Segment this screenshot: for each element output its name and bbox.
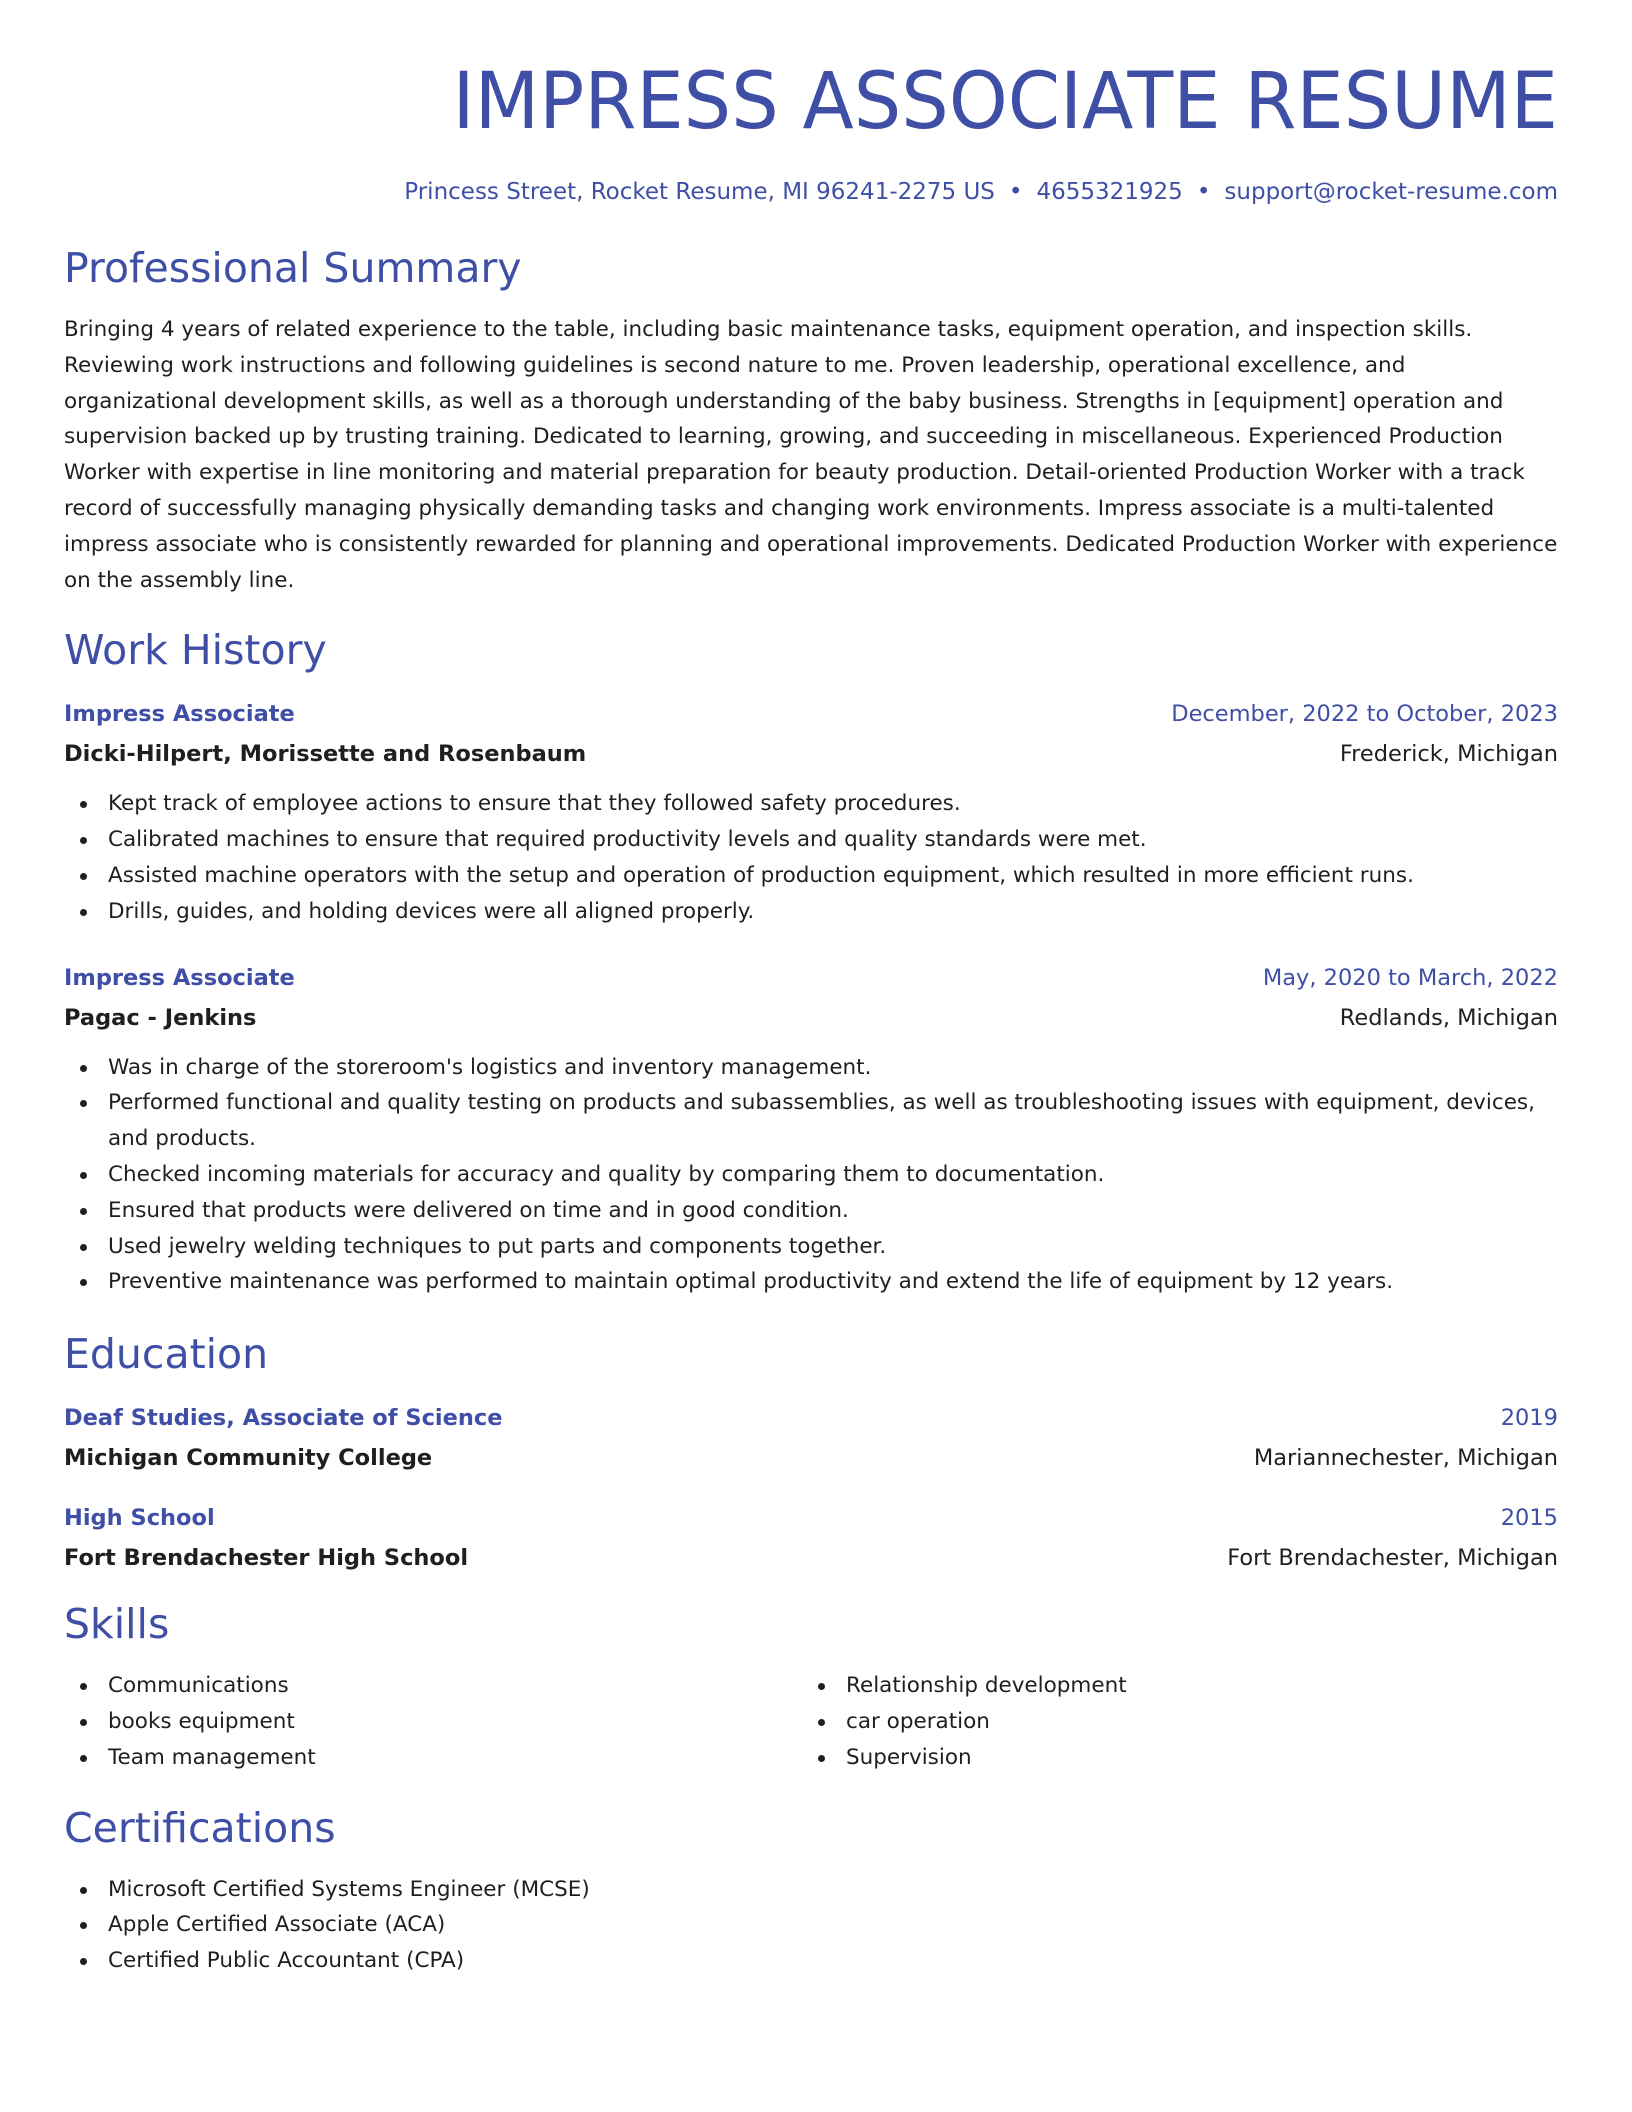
list-item: Team management (64, 1740, 802, 1776)
job-bullets (64, 1050, 1558, 1301)
list-item: Was in charge of the storeroom's logistics and inventory management. (64, 1050, 1558, 1086)
contact-email: support@rocket-resume.com (1224, 179, 1558, 205)
skills-list-left (64, 1668, 802, 1775)
list-item: Kept track of employee actions to ensure that they followed safety procedures. (64, 786, 1558, 822)
list-item: Assisted machine operators with the setup and operation of production equipment, which resulted in more efficient runs. (64, 858, 1558, 894)
education-degree: High School (64, 1505, 215, 1532)
education-degree-row (64, 1398, 1558, 1438)
education-school: Fort Brendachester High School (64, 1545, 469, 1572)
job-location: Redlands, Michigan (1339, 1004, 1558, 1031)
skills-list-right (802, 1668, 1540, 1775)
education-entry (64, 1398, 1558, 1478)
education-heading: Education (64, 1330, 269, 1379)
list-item: Checked incoming materials for accuracy and quality by comparing them to documentation. (64, 1157, 1558, 1193)
job-role: Impress Associate (64, 701, 295, 728)
contact-address: Princess Street, Rocket Resume, MI 96241-2275 US (404, 179, 995, 205)
list-item: Used jewelry welding techniques to put parts and components together. (64, 1229, 1558, 1265)
list-item: Preventive maintenance was performed to maintain optimal productivity and extend the life of equipment by 12 years. (64, 1264, 1558, 1300)
resume-page (64, 48, 1558, 1979)
contact-separator: • (1008, 179, 1023, 205)
contact-separator: • (1196, 179, 1211, 205)
list-item: car operation (802, 1704, 1540, 1740)
education-location: Mariannechester, Michigan (1253, 1445, 1558, 1472)
summary-heading: Professional Summary (64, 244, 522, 292)
skills-heading: Skills (64, 1600, 170, 1649)
job-role-row (64, 694, 1558, 734)
education-school: Michigan Community College (64, 1445, 433, 1472)
job-company-row (64, 734, 1558, 774)
education-location: Fort Brendachester, Michigan (1227, 1545, 1558, 1572)
job-role-row (64, 958, 1558, 998)
education-entry (64, 1498, 1558, 1578)
list-item: Drills, guides, and holding devices were all aligned properly. (64, 894, 1558, 930)
certifications-heading: Certifications (64, 1803, 336, 1852)
list-item: Apple Certified Associate (ACA) (64, 1907, 1558, 1943)
certifications-list (64, 1872, 1558, 1979)
list-item: Relationship development (802, 1668, 1540, 1704)
job-dates: May, 2020 to March, 2022 (1262, 964, 1558, 991)
list-item: books equipment (64, 1704, 802, 1740)
job-company-row (64, 998, 1558, 1038)
education-degree: Deaf Studies, Associate of Science (64, 1405, 503, 1432)
contact-phone: 4655321925 (1036, 179, 1183, 205)
education-school-row (64, 1438, 1558, 1478)
skills-columns (64, 1668, 1558, 1775)
list-item: Ensured that products were delivered on time and in good condition. (64, 1193, 1558, 1229)
list-item: Communications (64, 1668, 802, 1704)
list-item: Certified Public Accountant (CPA) (64, 1943, 1558, 1979)
job-company: Dicki-Hilpert, Morissette and Rosenbaum (64, 741, 587, 768)
education-year: 2019 (1500, 1405, 1558, 1432)
list-item: Calibrated machines to ensure that required productivity levels and quality standards were met. (64, 822, 1558, 858)
job-entry (64, 958, 1558, 1301)
job-entry (64, 694, 1558, 929)
job-role: Impress Associate (64, 964, 295, 991)
job-bullets (64, 786, 1558, 929)
job-dates: December, 2022 to October, 2023 (1171, 701, 1558, 728)
contact-line (64, 176, 1558, 208)
education-school-row (64, 1538, 1558, 1578)
job-company: Pagac - Jenkins (64, 1004, 257, 1031)
education-year: 2015 (1500, 1505, 1558, 1532)
education-degree-row (64, 1498, 1558, 1538)
job-location: Frederick, Michigan (1339, 741, 1558, 768)
list-item: Performed functional and quality testing on products and subassemblies, as well as troubleshooting issues with equipment, devices, and products. (64, 1085, 1558, 1157)
resume-title: IMPRESS ASSOCIATE RESUME (452, 57, 1559, 147)
list-item: Supervision (802, 1740, 1540, 1776)
work-history-heading: Work History (64, 626, 327, 675)
list-item: Microsoft Certified Systems Engineer (MCSE) (64, 1872, 1558, 1908)
summary-text: Bringing 4 years of related experience to the table, including basic maintenance tasks, equipment operation, and inspection skills. Reviewing work instructions and following guidelines is second nature to me. Proven leadership, operational excellence, and organizational development skills, as well as a thorough understanding of the baby business. Strengths in [equipment] operation and supervision backed up by trusting training. Dedicated to learning, growing, and succeeding in miscellaneous. Experienced Production Worker with expertise in line monitoring and material preparation for beauty production. Detail-oriented Production Worker with a track record of successfully managing physically demanding tasks and changing work environments. Impress associate is a multi-talented impress associate who is consistently rewarded for planning and operational improvements. Dedicated Production Worker with experience on the assembly line. (64, 317, 1558, 593)
